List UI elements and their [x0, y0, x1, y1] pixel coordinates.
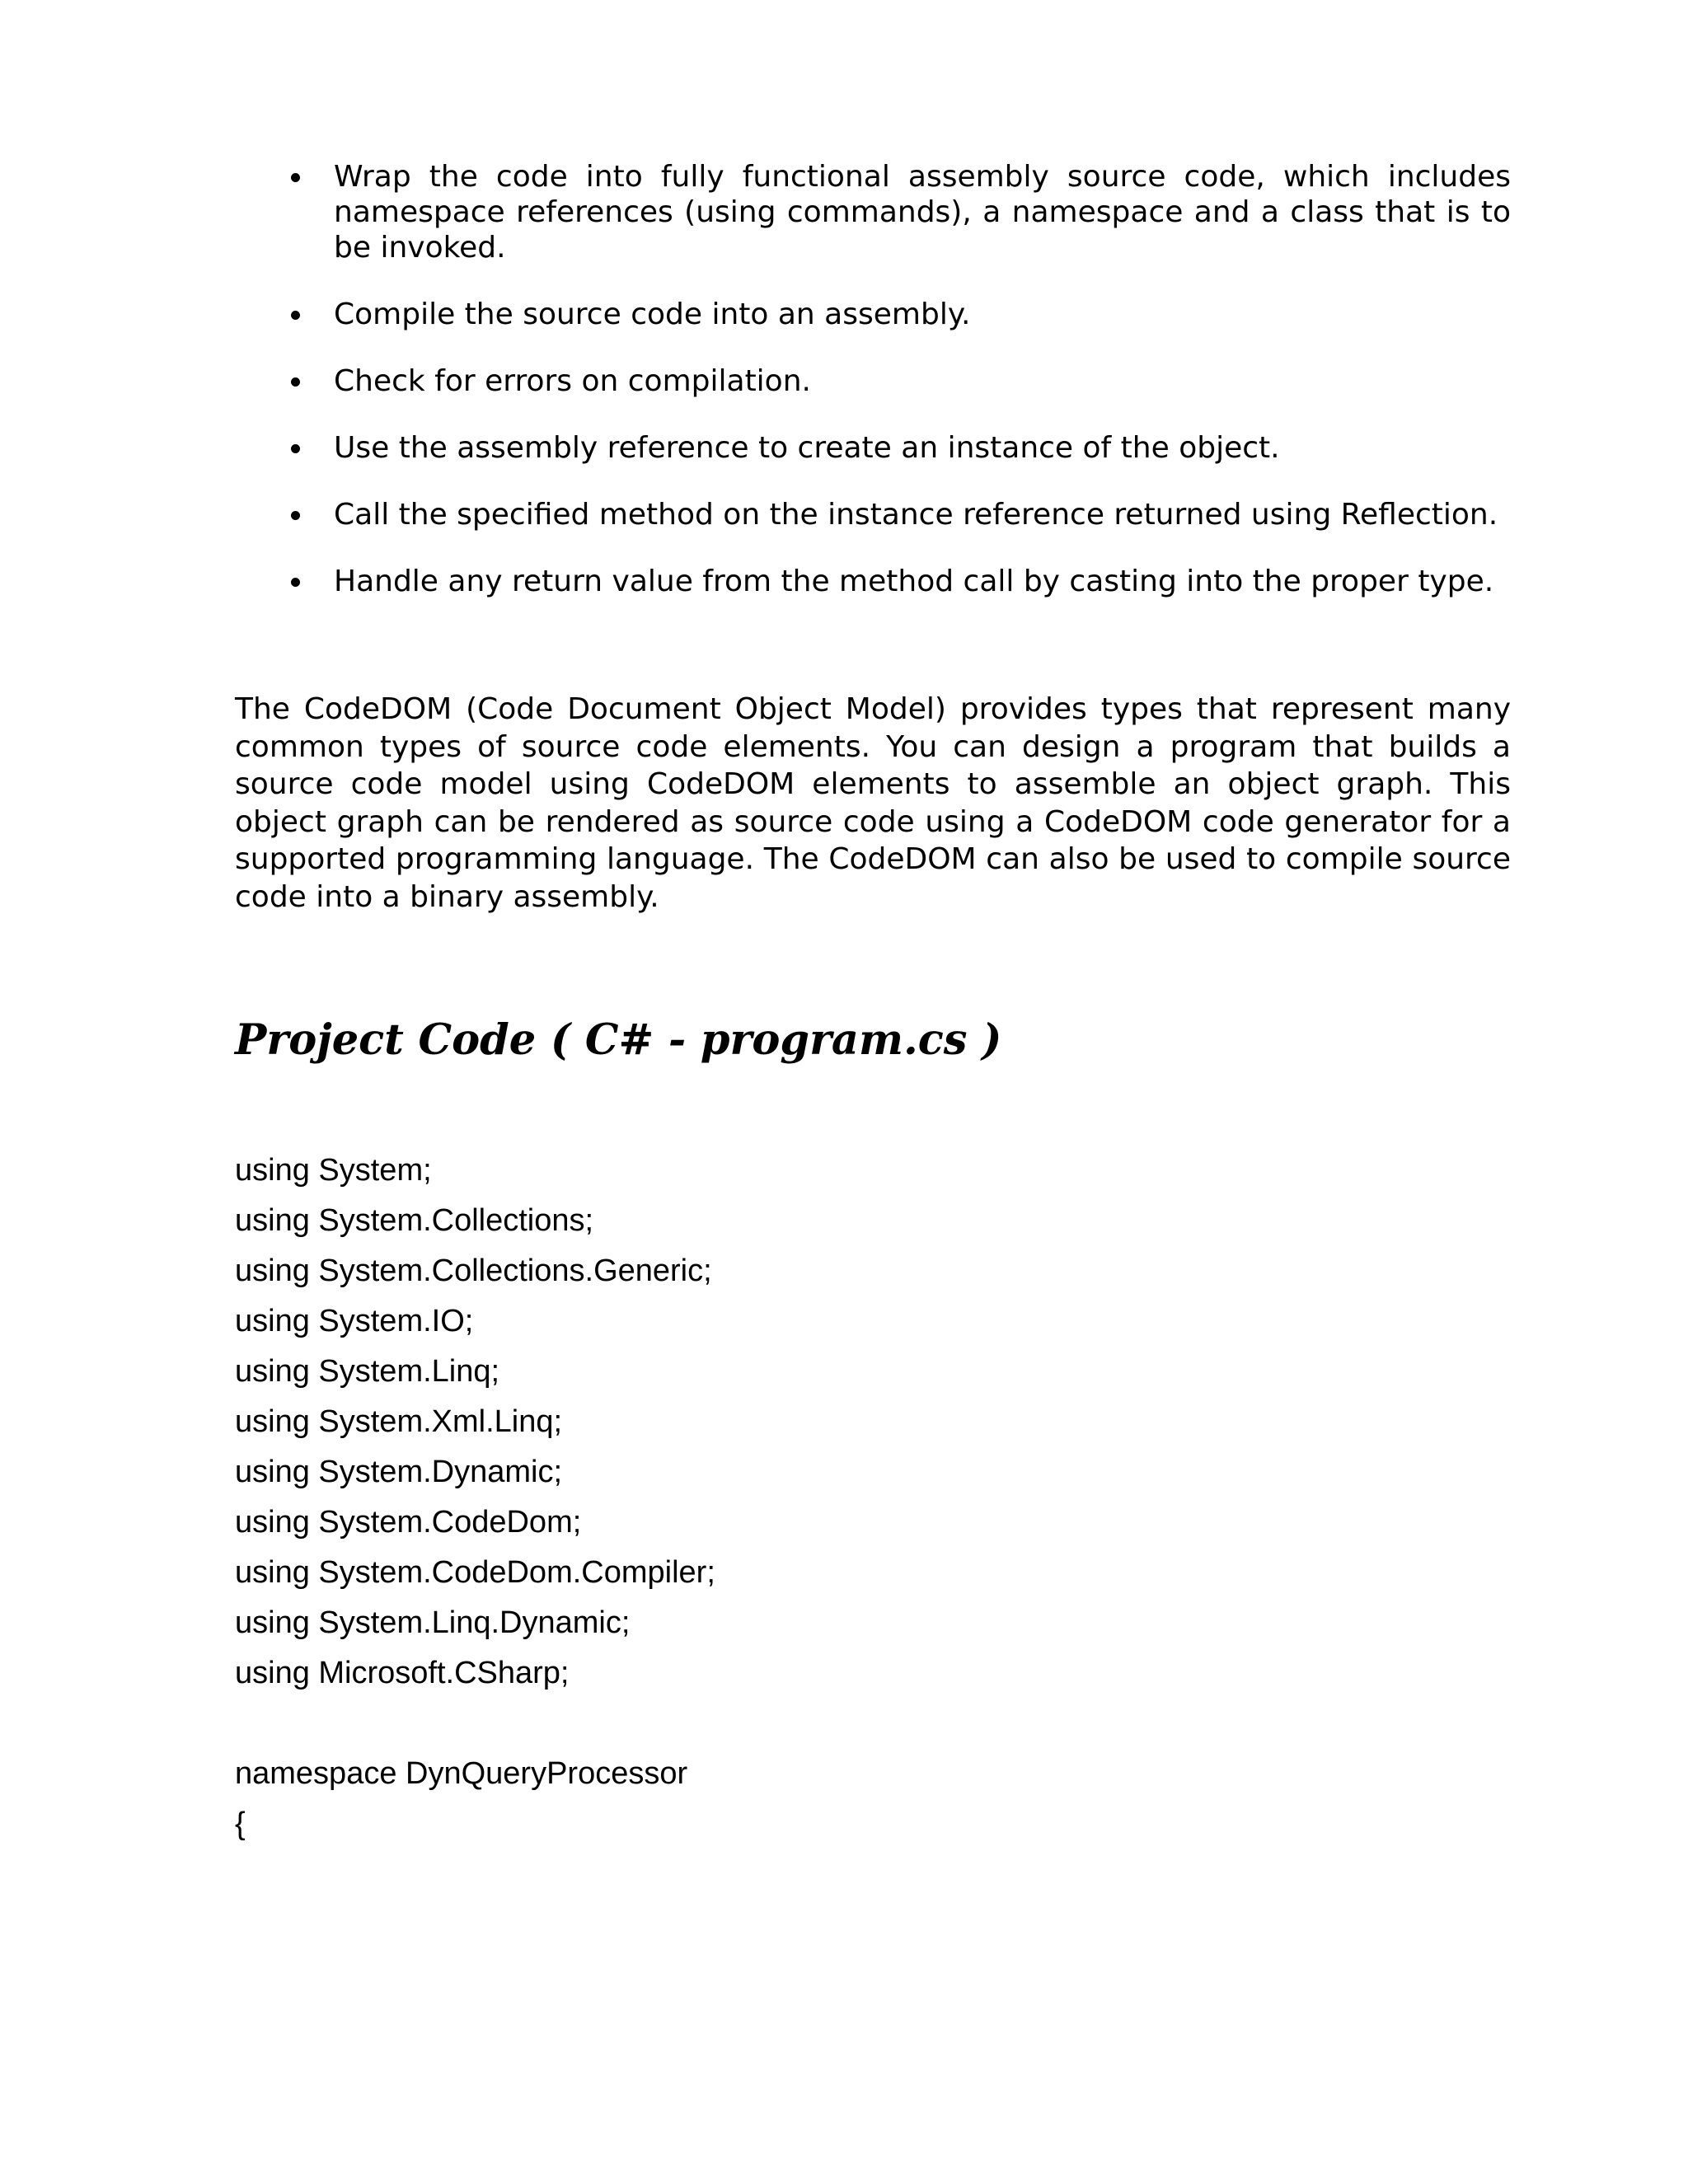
- list-item-text: Call the specified method on the instance reference returned using Reflection.: [334, 498, 1498, 532]
- list-item: [235, 430, 1511, 466]
- open-brace: {: [235, 1807, 246, 1841]
- code-line: using System.IO;: [235, 1304, 474, 1338]
- bullet-list: [235, 159, 1511, 630]
- namespace-line: namespace DynQueryProcessor: [235, 1756, 688, 1791]
- list-item: [235, 159, 1511, 265]
- codedom-paragraph: The CodeDOM (Code Document Object Model) provides types that represent many common types of source code elements. You can design a program that builds a source code model using CodeDOM elements to assemble an object graph. This object graph can be rendered as source code using a CodeDOM code generator for a supported programming language. The CodeDOM can also be used to compile source code into a binary assembly.: [235, 692, 1511, 914]
- code-line: using System.CodeDom.Compiler;: [235, 1555, 715, 1590]
- code-line: using System.Xml.Linq;: [235, 1404, 563, 1439]
- list-item: [235, 564, 1511, 599]
- code-line: using System;: [235, 1153, 432, 1188]
- list-item-text: Check for errors on compilation.: [334, 364, 811, 398]
- bullet-icon: [291, 444, 300, 453]
- code-line: using Microsoft.CSharp;: [235, 1656, 570, 1690]
- list-item: [235, 363, 1511, 399]
- code-line: using System.Dynamic;: [235, 1455, 563, 1489]
- list-item-text: Handle any return value from the method call by casting into the proper type.: [334, 565, 1494, 598]
- code-line: using System.Collections.Generic;: [235, 1254, 712, 1288]
- code-line: using System.Linq;: [235, 1354, 500, 1389]
- code-line: using System.Linq.Dynamic;: [235, 1605, 631, 1640]
- bullet-icon: [291, 511, 300, 520]
- code-line: using System.CodeDom;: [235, 1505, 582, 1540]
- bullet-icon: [291, 578, 300, 587]
- bullet-icon: [291, 173, 300, 182]
- code-blank-line: [235, 1699, 715, 1749]
- bullet-icon: [291, 377, 300, 387]
- code-line: using System.Collections;: [235, 1203, 594, 1238]
- bullet-icon: [291, 311, 300, 320]
- code-listing: [235, 1146, 715, 1849]
- list-item-text: Wrap the code into fully functional assembly source code, which includes namespace references (using commands), a namespace and a class that is to be invoked.: [334, 160, 1511, 265]
- list-item-text: Use the assembly reference to create an instance of the object.: [334, 431, 1280, 465]
- list-item: [235, 297, 1511, 332]
- section-heading: Project Code ( C# - program.cs ): [235, 1015, 1002, 1065]
- list-item-text: Compile the source code into an assembly.: [334, 298, 971, 331]
- list-item: [235, 497, 1511, 532]
